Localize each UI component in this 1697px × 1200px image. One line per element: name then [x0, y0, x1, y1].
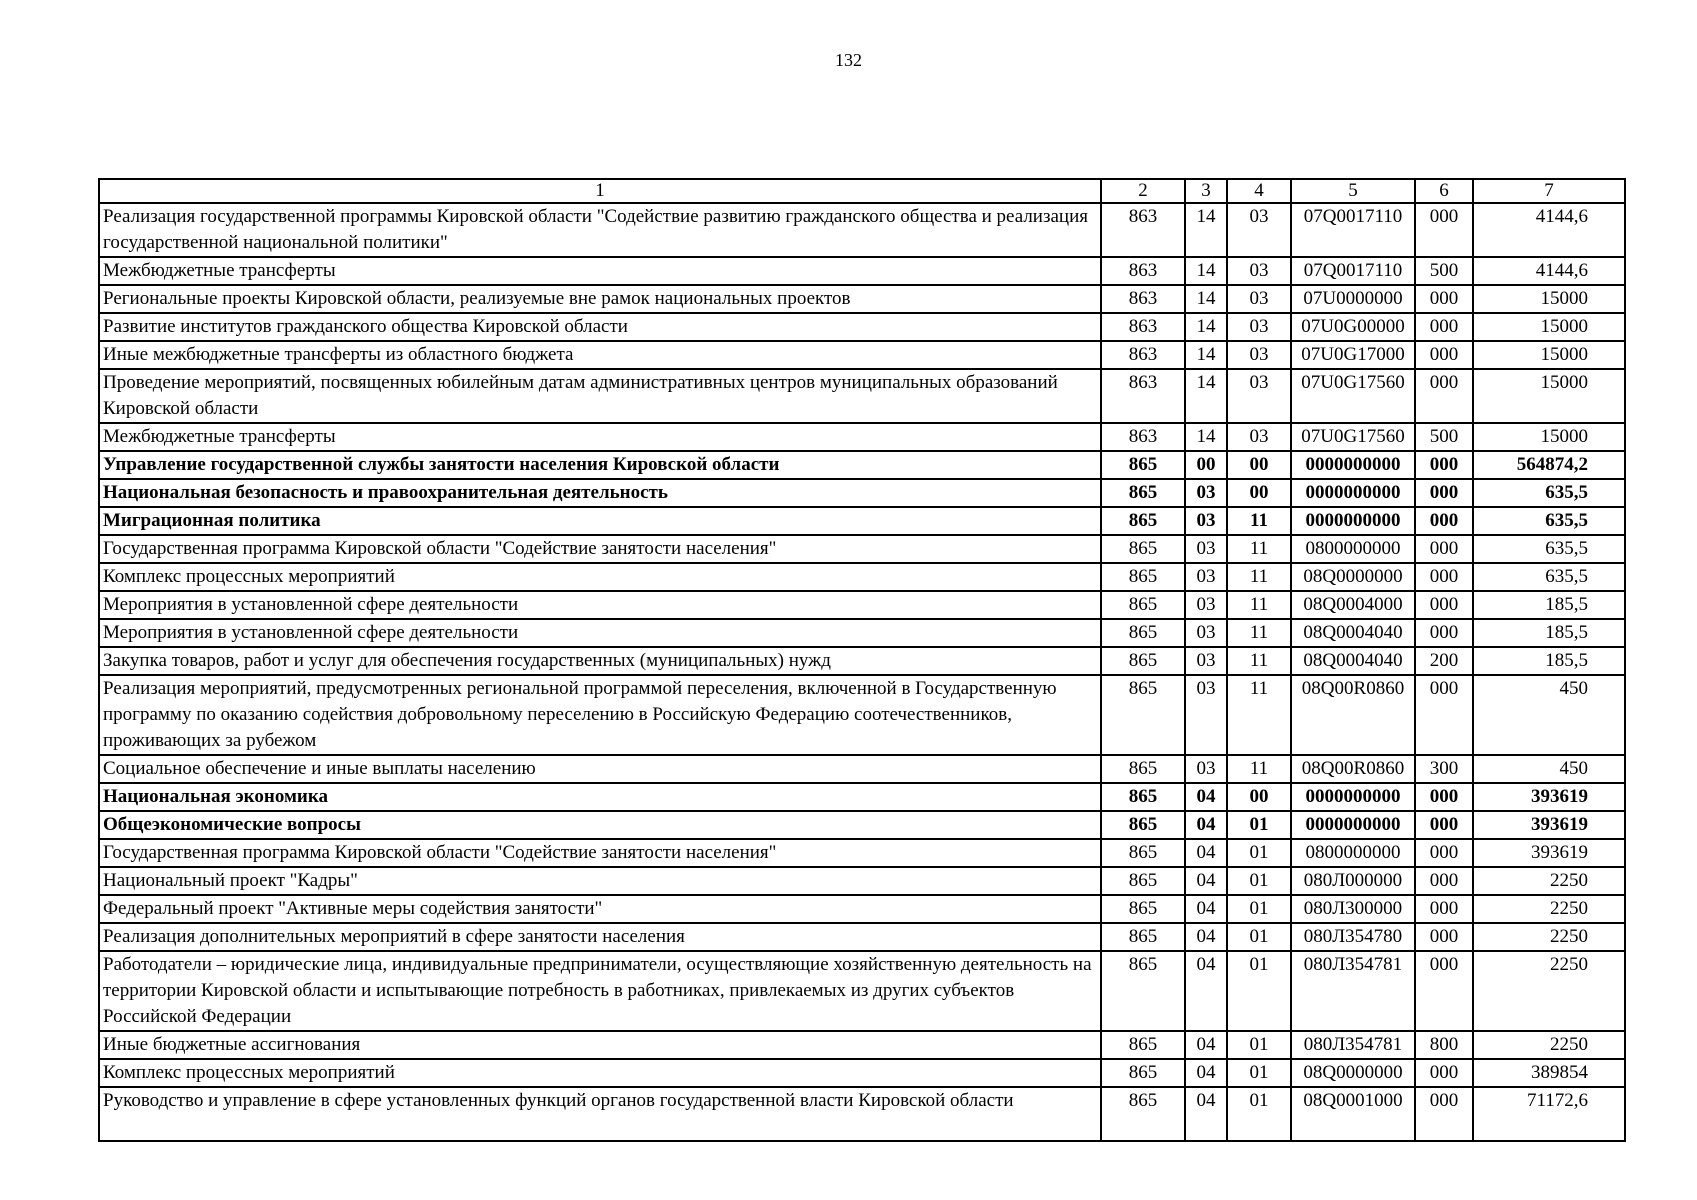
column-6-cell: 500: [1415, 423, 1473, 451]
row-name-cell: Региональные проекты Кировской области, реализуемые вне рамок национальных проектов: [99, 285, 1101, 313]
table-row: [99, 507, 1625, 535]
column-3-cell: 04: [1185, 811, 1227, 839]
table-header-row: [99, 179, 1625, 203]
amount-cell: 2250: [1473, 867, 1625, 895]
column-2-cell: 865: [1101, 811, 1185, 839]
column-4-cell: 00: [1227, 783, 1291, 811]
column-3-cell: 14: [1185, 341, 1227, 369]
column-4-cell: 01: [1227, 1031, 1291, 1059]
row-name-cell: Межбюджетные трансферты: [99, 257, 1101, 285]
column-5-cell: 08Q00R0860: [1291, 755, 1415, 783]
column-2-cell: 865: [1101, 563, 1185, 591]
column-2-cell: 865: [1101, 895, 1185, 923]
column-5-cell: 08Q00R0860: [1291, 675, 1415, 755]
column-2-cell: 863: [1101, 257, 1185, 285]
amount-cell: 393619: [1473, 839, 1625, 867]
column-5-cell: 0000000000: [1291, 507, 1415, 535]
row-name-cell: Управление государственной службы занятости населения Кировской области: [99, 451, 1101, 479]
amount-cell: 2250: [1473, 895, 1625, 923]
column-4-cell: 03: [1227, 423, 1291, 451]
column-5-cell: 07U0000000: [1291, 285, 1415, 313]
row-name-cell: Комплекс процессных мероприятий: [99, 1059, 1101, 1087]
column-5-cell: 08Q0000000: [1291, 1059, 1415, 1087]
column-4-cell: 01: [1227, 923, 1291, 951]
row-name-cell: Национальный проект "Кадры": [99, 867, 1101, 895]
column-3-cell: 03: [1185, 563, 1227, 591]
row-name-cell: Национальная безопасность и правоохранительная деятельность: [99, 479, 1101, 507]
column-2-cell: 865: [1101, 923, 1185, 951]
amount-cell: 450: [1473, 675, 1625, 755]
column-5-cell: 07Q0017110: [1291, 203, 1415, 257]
row-name-cell: Миграционная политика: [99, 507, 1101, 535]
column-3-cell: 04: [1185, 867, 1227, 895]
column-6-cell: 000: [1415, 591, 1473, 619]
column-3-cell: 04: [1185, 895, 1227, 923]
column-5-cell: 0800000000: [1291, 839, 1415, 867]
column-6-cell: 800: [1415, 1031, 1473, 1059]
column-4-cell: 01: [1227, 867, 1291, 895]
table-row: [99, 755, 1625, 783]
table-row: [99, 423, 1625, 451]
budget-table: [98, 178, 1626, 1142]
column-6-cell: 000: [1415, 535, 1473, 563]
column-2-cell: 865: [1101, 507, 1185, 535]
table-row: [99, 479, 1625, 507]
column-3-cell: 04: [1185, 951, 1227, 1031]
column-6-cell: 000: [1415, 867, 1473, 895]
table-row: [99, 923, 1625, 951]
column-header: 3: [1185, 179, 1227, 203]
column-4-cell: 01: [1227, 839, 1291, 867]
column-header: 1: [99, 179, 1101, 203]
table-row: [99, 203, 1625, 257]
column-5-cell: 080Л354781: [1291, 951, 1415, 1031]
column-3-cell: 14: [1185, 423, 1227, 451]
column-3-cell: 14: [1185, 369, 1227, 423]
column-4-cell: 03: [1227, 341, 1291, 369]
table-row: [99, 951, 1625, 1031]
column-2-cell: 865: [1101, 755, 1185, 783]
amount-cell: 4144,6: [1473, 203, 1625, 257]
column-3-cell: 03: [1185, 479, 1227, 507]
amount-cell: 15000: [1473, 369, 1625, 423]
row-name-cell: Руководство и управление в сфере установленных функций органов государственной власти Кировской области: [99, 1087, 1101, 1141]
column-2-cell: 865: [1101, 867, 1185, 895]
column-5-cell: 07U0G17560: [1291, 369, 1415, 423]
column-6-cell: 000: [1415, 675, 1473, 755]
column-2-cell: 863: [1101, 285, 1185, 313]
column-4-cell: 01: [1227, 1059, 1291, 1087]
table-row: [99, 895, 1625, 923]
column-3-cell: 00: [1185, 451, 1227, 479]
row-name-cell: Закупка товаров, работ и услуг для обеспечения государственных (муниципальных) нужд: [99, 647, 1101, 675]
table-row: [99, 867, 1625, 895]
column-header: 4: [1227, 179, 1291, 203]
column-3-cell: 14: [1185, 313, 1227, 341]
column-4-cell: 11: [1227, 563, 1291, 591]
row-name-cell: Реализация мероприятий, предусмотренных региональной программой переселения, включенной в Государственную программу по оказанию содействия добровольному переселению в Российскую Федерацию соотечественников, проживающих за рубежом: [99, 675, 1101, 755]
column-4-cell: 11: [1227, 647, 1291, 675]
table-row: [99, 285, 1625, 313]
column-3-cell: 14: [1185, 257, 1227, 285]
column-2-cell: 865: [1101, 647, 1185, 675]
column-4-cell: 03: [1227, 285, 1291, 313]
row-name-cell: Реализация государственной программы Кировской области "Содействие развитию гражданского общества и реализация государственной национальной политики": [99, 203, 1101, 257]
table-row: [99, 783, 1625, 811]
column-6-cell: 000: [1415, 479, 1473, 507]
column-2-cell: 865: [1101, 1087, 1185, 1141]
table-row: [99, 535, 1625, 563]
amount-cell: 564874,2: [1473, 451, 1625, 479]
table-row: [99, 591, 1625, 619]
column-3-cell: 14: [1185, 285, 1227, 313]
column-2-cell: 863: [1101, 313, 1185, 341]
column-2-cell: 865: [1101, 675, 1185, 755]
amount-cell: 635,5: [1473, 535, 1625, 563]
row-name-cell: Социальное обеспечение и иные выплаты населению: [99, 755, 1101, 783]
column-2-cell: 863: [1101, 341, 1185, 369]
column-4-cell: 01: [1227, 895, 1291, 923]
row-name-cell: Иные межбюджетные трансферты из областного бюджета: [99, 341, 1101, 369]
row-name-cell: Государственная программа Кировской области "Содействие занятости населения": [99, 535, 1101, 563]
column-5-cell: 07U0G17560: [1291, 423, 1415, 451]
column-5-cell: 08Q0004000: [1291, 591, 1415, 619]
column-6-cell: 000: [1415, 951, 1473, 1031]
column-4-cell: 03: [1227, 313, 1291, 341]
column-header: 5: [1291, 179, 1415, 203]
column-3-cell: 04: [1185, 839, 1227, 867]
column-2-cell: 865: [1101, 1059, 1185, 1087]
column-4-cell: 11: [1227, 675, 1291, 755]
column-5-cell: 0000000000: [1291, 783, 1415, 811]
amount-cell: 450: [1473, 755, 1625, 783]
column-3-cell: 04: [1185, 1031, 1227, 1059]
column-4-cell: 11: [1227, 535, 1291, 563]
row-name-cell: Развитие институтов гражданского общества Кировской области: [99, 313, 1101, 341]
column-6-cell: 500: [1415, 257, 1473, 285]
amount-cell: 635,5: [1473, 563, 1625, 591]
column-6-cell: 000: [1415, 811, 1473, 839]
row-name-cell: Федеральный проект "Активные меры содействия занятости": [99, 895, 1101, 923]
amount-cell: 15000: [1473, 313, 1625, 341]
table-row: [99, 563, 1625, 591]
column-2-cell: 863: [1101, 369, 1185, 423]
column-6-cell: 000: [1415, 923, 1473, 951]
row-name-cell: Работодатели – юридические лица, индивидуальные предприниматели, осуществляющие хозяйственную деятельность на территории Кировской области и испытывающие потребность в работниках, привлекаемых из других субъектов Российской Федерации: [99, 951, 1101, 1031]
column-5-cell: 080Л354781: [1291, 1031, 1415, 1059]
column-2-cell: 865: [1101, 951, 1185, 1031]
column-3-cell: 04: [1185, 923, 1227, 951]
column-6-cell: 000: [1415, 783, 1473, 811]
column-6-cell: 000: [1415, 203, 1473, 257]
column-6-cell: 000: [1415, 313, 1473, 341]
column-6-cell: 000: [1415, 369, 1473, 423]
column-5-cell: 07Q0017110: [1291, 257, 1415, 285]
amount-cell: 2250: [1473, 951, 1625, 1031]
column-6-cell: 000: [1415, 563, 1473, 591]
column-6-cell: 000: [1415, 839, 1473, 867]
column-4-cell: 11: [1227, 619, 1291, 647]
column-4-cell: 11: [1227, 591, 1291, 619]
table-row: [99, 257, 1625, 285]
row-name-cell: Мероприятия в установленной сфере деятельности: [99, 591, 1101, 619]
column-3-cell: 03: [1185, 675, 1227, 755]
table-body: [99, 203, 1625, 1141]
column-3-cell: 03: [1185, 619, 1227, 647]
table-row: [99, 1059, 1625, 1087]
column-4-cell: 00: [1227, 479, 1291, 507]
column-header: 6: [1415, 179, 1473, 203]
column-6-cell: 000: [1415, 451, 1473, 479]
amount-cell: 393619: [1473, 811, 1625, 839]
amount-cell: 2250: [1473, 923, 1625, 951]
column-4-cell: 01: [1227, 951, 1291, 1031]
column-3-cell: 03: [1185, 535, 1227, 563]
column-4-cell: 01: [1227, 1087, 1291, 1141]
column-2-cell: 865: [1101, 591, 1185, 619]
column-5-cell: 08Q0000000: [1291, 563, 1415, 591]
column-3-cell: 03: [1185, 591, 1227, 619]
table-row: [99, 839, 1625, 867]
amount-cell: 185,5: [1473, 647, 1625, 675]
column-5-cell: 07U0G00000: [1291, 313, 1415, 341]
row-name-cell: Общеэкономические вопросы: [99, 811, 1101, 839]
column-4-cell: 01: [1227, 811, 1291, 839]
page-number: 132: [835, 50, 862, 70]
column-4-cell: 00: [1227, 451, 1291, 479]
amount-cell: 4144,6: [1473, 257, 1625, 285]
amount-cell: 15000: [1473, 341, 1625, 369]
row-name-cell: Комплекс процессных мероприятий: [99, 563, 1101, 591]
column-6-cell: 000: [1415, 619, 1473, 647]
column-2-cell: 865: [1101, 783, 1185, 811]
column-3-cell: 04: [1185, 1087, 1227, 1141]
column-4-cell: 03: [1227, 203, 1291, 257]
column-6-cell: 300: [1415, 755, 1473, 783]
column-5-cell: 08Q0004040: [1291, 619, 1415, 647]
amount-cell: 15000: [1473, 423, 1625, 451]
column-6-cell: 000: [1415, 1087, 1473, 1141]
column-3-cell: 03: [1185, 755, 1227, 783]
table-row: [99, 1087, 1625, 1141]
column-6-cell: 200: [1415, 647, 1473, 675]
column-3-cell: 04: [1185, 1059, 1227, 1087]
row-name-cell: Реализация дополнительных мероприятий в сфере занятости населения: [99, 923, 1101, 951]
column-3-cell: 14: [1185, 203, 1227, 257]
column-5-cell: 080Л354780: [1291, 923, 1415, 951]
table-row: [99, 451, 1625, 479]
column-4-cell: 03: [1227, 369, 1291, 423]
table-row: [99, 647, 1625, 675]
column-6-cell: 000: [1415, 895, 1473, 923]
column-5-cell: 08Q0001000: [1291, 1087, 1415, 1141]
table-row: [99, 1031, 1625, 1059]
amount-cell: 635,5: [1473, 479, 1625, 507]
row-name-cell: Иные бюджетные ассигнования: [99, 1031, 1101, 1059]
amount-cell: 389854: [1473, 1059, 1625, 1087]
row-name-cell: Межбюджетные трансферты: [99, 423, 1101, 451]
column-5-cell: 0000000000: [1291, 811, 1415, 839]
amount-cell: 2250: [1473, 1031, 1625, 1059]
column-5-cell: 0000000000: [1291, 451, 1415, 479]
table-row: [99, 369, 1625, 423]
column-4-cell: 11: [1227, 507, 1291, 535]
column-5-cell: 0000000000: [1291, 479, 1415, 507]
column-5-cell: 080Л000000: [1291, 867, 1415, 895]
column-6-cell: 000: [1415, 341, 1473, 369]
amount-cell: 185,5: [1473, 619, 1625, 647]
column-2-cell: 865: [1101, 619, 1185, 647]
column-6-cell: 000: [1415, 507, 1473, 535]
column-header: 2: [1101, 179, 1185, 203]
amount-cell: 71172,6: [1473, 1087, 1625, 1141]
column-header: 7: [1473, 179, 1625, 203]
column-2-cell: 863: [1101, 203, 1185, 257]
amount-cell: 15000: [1473, 285, 1625, 313]
column-5-cell: 08Q0004040: [1291, 647, 1415, 675]
table-row: [99, 811, 1625, 839]
table-row: [99, 675, 1625, 755]
column-3-cell: 03: [1185, 647, 1227, 675]
table-row: [99, 313, 1625, 341]
row-name-cell: Государственная программа Кировской области "Содействие занятости населения": [99, 839, 1101, 867]
table-row: [99, 619, 1625, 647]
column-2-cell: 865: [1101, 1031, 1185, 1059]
column-6-cell: 000: [1415, 1059, 1473, 1087]
column-4-cell: 11: [1227, 755, 1291, 783]
column-2-cell: 865: [1101, 451, 1185, 479]
column-5-cell: 07U0G17000: [1291, 341, 1415, 369]
table-row: [99, 341, 1625, 369]
column-4-cell: 03: [1227, 257, 1291, 285]
column-2-cell: 865: [1101, 535, 1185, 563]
column-6-cell: 000: [1415, 285, 1473, 313]
column-5-cell: 080Л300000: [1291, 895, 1415, 923]
column-2-cell: 865: [1101, 839, 1185, 867]
row-name-cell: Мероприятия в установленной сфере деятельности: [99, 619, 1101, 647]
row-name-cell: Проведение мероприятий, посвященных юбилейным датам административных центров муниципальных образований Кировской области: [99, 369, 1101, 423]
amount-cell: 635,5: [1473, 507, 1625, 535]
column-3-cell: 04: [1185, 783, 1227, 811]
row-name-cell: Национальная экономика: [99, 783, 1101, 811]
column-2-cell: 865: [1101, 479, 1185, 507]
column-5-cell: 0800000000: [1291, 535, 1415, 563]
column-3-cell: 03: [1185, 507, 1227, 535]
amount-cell: 393619: [1473, 783, 1625, 811]
amount-cell: 185,5: [1473, 591, 1625, 619]
column-2-cell: 863: [1101, 423, 1185, 451]
